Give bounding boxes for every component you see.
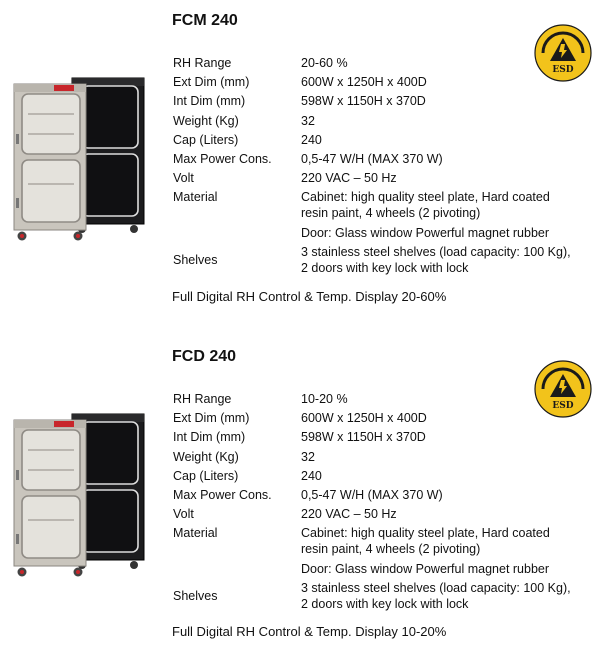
dry-cabinet-image [10, 410, 150, 590]
spec-label: Ext Dim (mm) [173, 411, 250, 426]
spec-label: Max Power Cons. [173, 487, 272, 502]
spec-value: 240 [301, 132, 322, 147]
spec-value: 0,5-47 W/H (MAX 370 W) [301, 487, 443, 502]
spec-value: Door: Glass window Powerful magnet rubber [301, 226, 550, 241]
spec-value: 10-20 % [301, 392, 348, 406]
spec-label: Int Dim (mm) [173, 94, 246, 109]
product-title: FCD 240 [172, 348, 237, 365]
spec-label: Material [173, 190, 218, 205]
product-title: FCM 240 [172, 12, 238, 29]
spec-value: 32 [301, 449, 315, 464]
spec-value: 600W x 1250H x 400D [301, 411, 427, 426]
spec-value: 20-60 % [301, 56, 348, 70]
product-footnote: Full Digital RH Control & Temp. Display 20-60% [172, 289, 447, 304]
spec-value-line: 3 stainless steel shelves (load capacity: 100 Kg), [301, 245, 571, 260]
spec-value: 0,5-47 W/H (MAX 370 W) [301, 151, 443, 166]
spec-label: RH Range [173, 392, 232, 406]
spec-value-line: Cabinet: high quality steel plate, Hard coated [301, 526, 550, 541]
spec-value: 600W x 1250H x 400D [301, 75, 427, 90]
esd-warning-icon [534, 360, 592, 418]
spec-label: Shelves [173, 253, 218, 268]
spec-label: Weight (Kg) [173, 113, 239, 128]
spec-label: Volt [173, 171, 194, 186]
spec-label: Int Dim (mm) [173, 430, 246, 445]
spec-value [301, 525, 550, 557]
spec-value-line: 3 stainless steel shelves (load capacity: 100 Kg), [301, 581, 571, 596]
spec-label: Volt [173, 507, 194, 522]
esd-badge-label: ESD [552, 401, 574, 411]
product-fcd-240 [0, 348, 600, 668]
spec-label: Weight (Kg) [173, 449, 239, 464]
spec-value [301, 580, 571, 612]
spec-label: Material [173, 526, 218, 541]
esd-badge-label: ESD [552, 65, 574, 75]
product-footnote: Full Digital RH Control & Temp. Display 10-20% [172, 624, 447, 639]
spec-value [301, 244, 571, 276]
spec-value: 220 VAC – 50 Hz [301, 171, 397, 186]
spec-value-line: resin paint, 4 wheels (2 pivoting) [301, 542, 481, 557]
spec-value-line: 2 doors with key lock with lock [301, 597, 469, 612]
spec-label: Shelves [173, 589, 218, 604]
spec-label: Ext Dim (mm) [173, 75, 250, 90]
spec-value-line: 2 doors with key lock with lock [301, 261, 469, 276]
dry-cabinet-image [10, 74, 150, 254]
spec-value: 220 VAC – 50 Hz [301, 507, 397, 522]
spec-value: Door: Glass window Powerful magnet rubber [301, 562, 550, 577]
product-fcm-240 [0, 12, 600, 332]
spec-value: 240 [301, 468, 322, 483]
spec-value: 32 [301, 113, 315, 128]
spec-value: 598W x 1150H x 370D [301, 430, 426, 445]
spec-label: Max Power Cons. [173, 151, 272, 166]
spec-label: Cap (Liters) [173, 132, 239, 147]
spec-label: Cap (Liters) [173, 468, 239, 483]
spec-value [301, 189, 550, 221]
spec-value: 598W x 1150H x 370D [301, 94, 426, 109]
esd-warning-icon [534, 24, 592, 82]
spec-value-line: resin paint, 4 wheels (2 pivoting) [301, 206, 481, 221]
spec-label: RH Range [173, 56, 232, 70]
spec-value-line: Cabinet: high quality steel plate, Hard coated [301, 190, 550, 205]
